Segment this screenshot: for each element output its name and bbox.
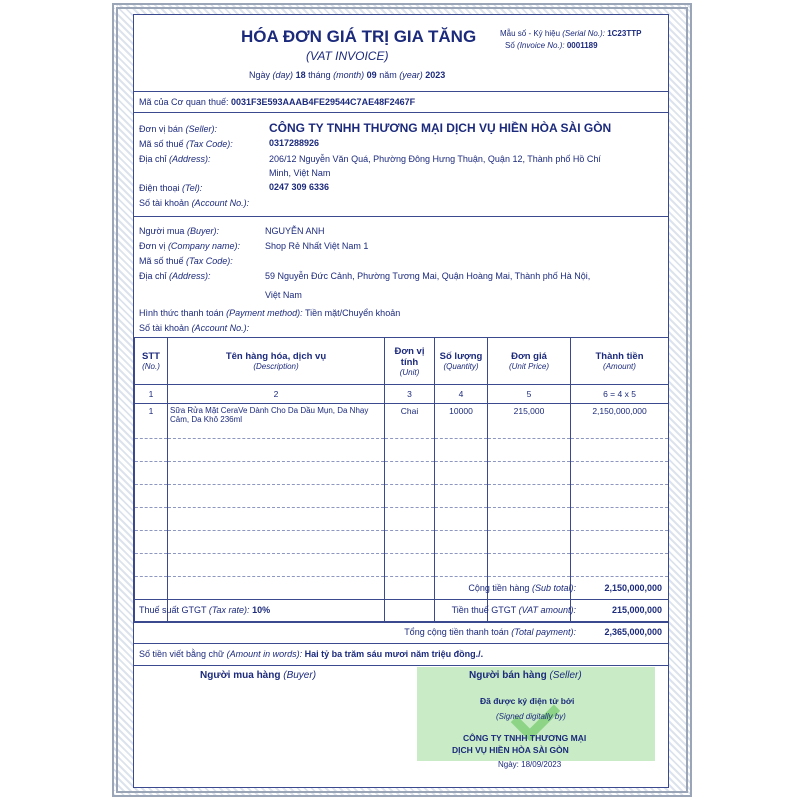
signed-by-vi: Đã được ký điện tử bởi [480,696,575,706]
buyer-name: NGUYỄN ANH [265,226,325,236]
divider [134,91,668,92]
date-ngay-label: Ngày [249,70,271,80]
payment-method [139,308,400,318]
date-nam-label: năm [379,70,397,80]
amount-in-words [139,649,483,659]
table-cell: Chai [385,404,435,439]
divider [134,112,668,113]
buyer-address-line2: Việt Nam [265,290,302,300]
tax-authority-label: Mã của Cơ quan thuế: [139,97,229,107]
label-text-en: (Payment method): [226,308,303,318]
invoice-number-line [505,41,598,50]
date-month: 09 [366,70,377,80]
signer-name-line1: CÔNG TY TNHH THƯƠNG MẠI [463,733,587,743]
total-value: 2,365,000,000 [604,627,662,637]
invoice-number-label-en: (Invoice No.): [517,41,565,50]
serial-label: Mẫu số - Ký hiệu [500,29,561,38]
label-text: Điện thoại [139,183,180,193]
label-text-en: (Account No.): [191,198,250,208]
label-text: Tổng cộng tiền thanh toán [404,627,509,637]
seller-account-label [139,198,249,208]
table-row [135,554,669,577]
amount-in-words-row [134,643,668,666]
buyer-company: Shop Rẻ Nhất Việt Nam 1 [265,241,369,251]
invoice-number-value: 0001189 [566,41,598,50]
col-header-unit-price: Đơn giá (Unit Price) [488,338,571,385]
label-text: Địa chỉ [139,271,167,281]
seller-phone: 0247 309 6336 [269,182,330,192]
serial-label-en: (Serial No.): [562,29,605,38]
table-cell: 4 [435,385,488,404]
buyer-account-label [139,323,249,333]
seller-phone-label [139,183,202,193]
table-row [135,531,669,554]
label-text-en: (Buyer) [283,670,317,681]
label-text-en: (Address): [169,271,211,281]
label-text-en: (Company name): [167,241,240,251]
vat-row [134,599,668,622]
serial-line [500,29,641,38]
label-text-en: (Total payment): [511,627,576,637]
label-text-en: (Seller): [185,124,217,134]
invoice-title: HÓA ĐƠN GIÁ TRỊ GIA TĂNG [241,27,477,46]
table-row [135,485,669,508]
table-cell: 1 [135,404,168,439]
label-text-en: (Sub total): [531,583,576,593]
label-text-en: (Tel): [182,183,203,193]
label-text: Hình thức thanh toán [139,308,224,318]
label-text: Đơn vị bán [139,124,183,134]
tax-authority-code [139,97,415,107]
seller-tax-label [139,139,233,149]
label-text: Tiền thuế GTGT [451,605,517,615]
table-row [135,462,669,485]
table-cell: 3 [385,385,435,404]
table-cell: 215,000 [488,404,571,439]
label-text-en: (Amount in words): [226,649,303,659]
col-header-unit: Đơn vị tính (Unit) [385,338,435,385]
total-label [404,627,576,637]
label-text: Mã số thuế [139,256,184,266]
table-cell: 5 [488,385,571,404]
col-header-description: Tên hàng hóa, dịch vụ (Description) [168,338,385,385]
buyer-label [139,226,219,236]
buyer-company-label [139,241,240,251]
table-row [135,508,669,531]
label-text-en: (Seller) [549,670,582,681]
label-text: Thuế suất GTGT [139,605,207,615]
signed-by-en: (Signed digitally by) [496,712,566,721]
seller-address-line1: 206/12 Nguyễn Văn Quá, Phường Đông Hưng Thuận, Quận 12, Thành phố Hồ Chí [269,154,601,164]
signer-name-line2: DỊCH VỤ HIỀN HÒA SÀI GÒN [452,745,569,755]
col-header-quantity: Số lượng (Quantity) [435,338,488,385]
label-text: Số tiền viết bằng chữ [139,649,225,659]
amount-in-words-value: Hai tỷ ba trăm sáu mươi năm triệu đồng./. [304,649,484,659]
vat-amount-label [452,605,576,615]
label-text: Số tài khoản [139,198,190,208]
date-thang-label: tháng [308,70,331,80]
seller-name-label [139,124,217,134]
label-text-en: (Tax Code): [186,256,233,266]
subtotal-label [468,583,576,593]
date-year: 2023 [425,70,446,80]
invoice-date [249,70,445,80]
label-text: Số tài khoản [139,323,190,333]
signed-date: Ngày: 18/09/2023 [498,760,562,769]
seller-signature-label [469,670,582,681]
label-text: Mã số thuế [139,139,184,149]
label-text: Đơn vị [139,241,166,251]
seller-address-label [139,154,211,164]
buyer-tax-label [139,256,233,266]
label-text: Người mua [139,226,185,236]
date-day-label: (day) [272,70,294,80]
label-text-en: (Account No.): [191,323,250,333]
vat-rate-label [139,605,270,615]
table-row [135,404,669,439]
table-cell: 2,150,000,000 [571,404,669,439]
table-cell: 10000 [435,404,488,439]
label-text-en: (VAT amount): [518,605,576,615]
table-cell: 2 [168,385,385,404]
serial-value: 1C23TTP [607,29,642,38]
invoice-subtitle: (VAT INVOICE) [306,49,389,63]
col-header-amount: Thành tiền (Amount) [571,338,669,385]
label-text-en: (Address): [169,154,211,164]
payment-method-value: Tiền mặt/Chuyển khoản [304,308,401,318]
table-header-row [135,338,669,385]
label-text: Người bán hàng [469,670,547,681]
subtotal-row [134,577,668,600]
label-text-en: (Buyer): [186,226,219,236]
date-year-label: (year) [399,70,423,80]
table-row [135,439,669,462]
date-month-label: (month) [333,70,365,80]
table-cell: 6 = 4 x 5 [571,385,669,404]
label-text: Cộng tiền hàng [468,583,530,593]
invoice-number-label: Số [505,41,515,50]
buyer-address-label [139,271,211,281]
buyer-address-line1: 59 Nguyễn Đức Cảnh, Phường Tương Mai, Quận Hoàng Mai, Thành phố Hà Nội, [265,271,591,281]
vat-rate-value: 10% [252,605,271,615]
col-header-no: STT (No.) [135,338,168,385]
label-text: Địa chỉ [139,154,167,164]
total-row [134,621,668,644]
label-text-en: (Tax Code): [186,139,233,149]
table-cell: Sữa Rửa Mặt CeraVe Dành Cho Da Dầu Mụn, Da Nhạy Cảm, Da Khô 236ml [168,404,385,439]
buyer-signature-label [200,670,316,681]
label-text-en: (Tax rate): [208,605,250,615]
vat-amount-value: 215,000,000 [611,605,662,615]
subtotal-value: 2,150,000,000 [604,583,662,593]
date-day: 18 [295,70,306,80]
divider [134,216,668,217]
tax-authority-value: 0031F3E593AAAB4FE29544C7AE48F2467F [230,97,416,107]
seller-address-line2: Minh, Việt Nam [269,168,331,178]
invoice-sheet [133,14,669,788]
label-text: Người mua hàng [200,670,281,681]
table-cell: 1 [135,385,168,404]
seller-name: CÔNG TY TNHH THƯƠNG MẠI DỊCH VỤ HIỀN HÒA SÀI GÒN [269,121,612,135]
table-index-row [135,385,669,404]
seller-tax-code: 0317288926 [269,138,320,148]
